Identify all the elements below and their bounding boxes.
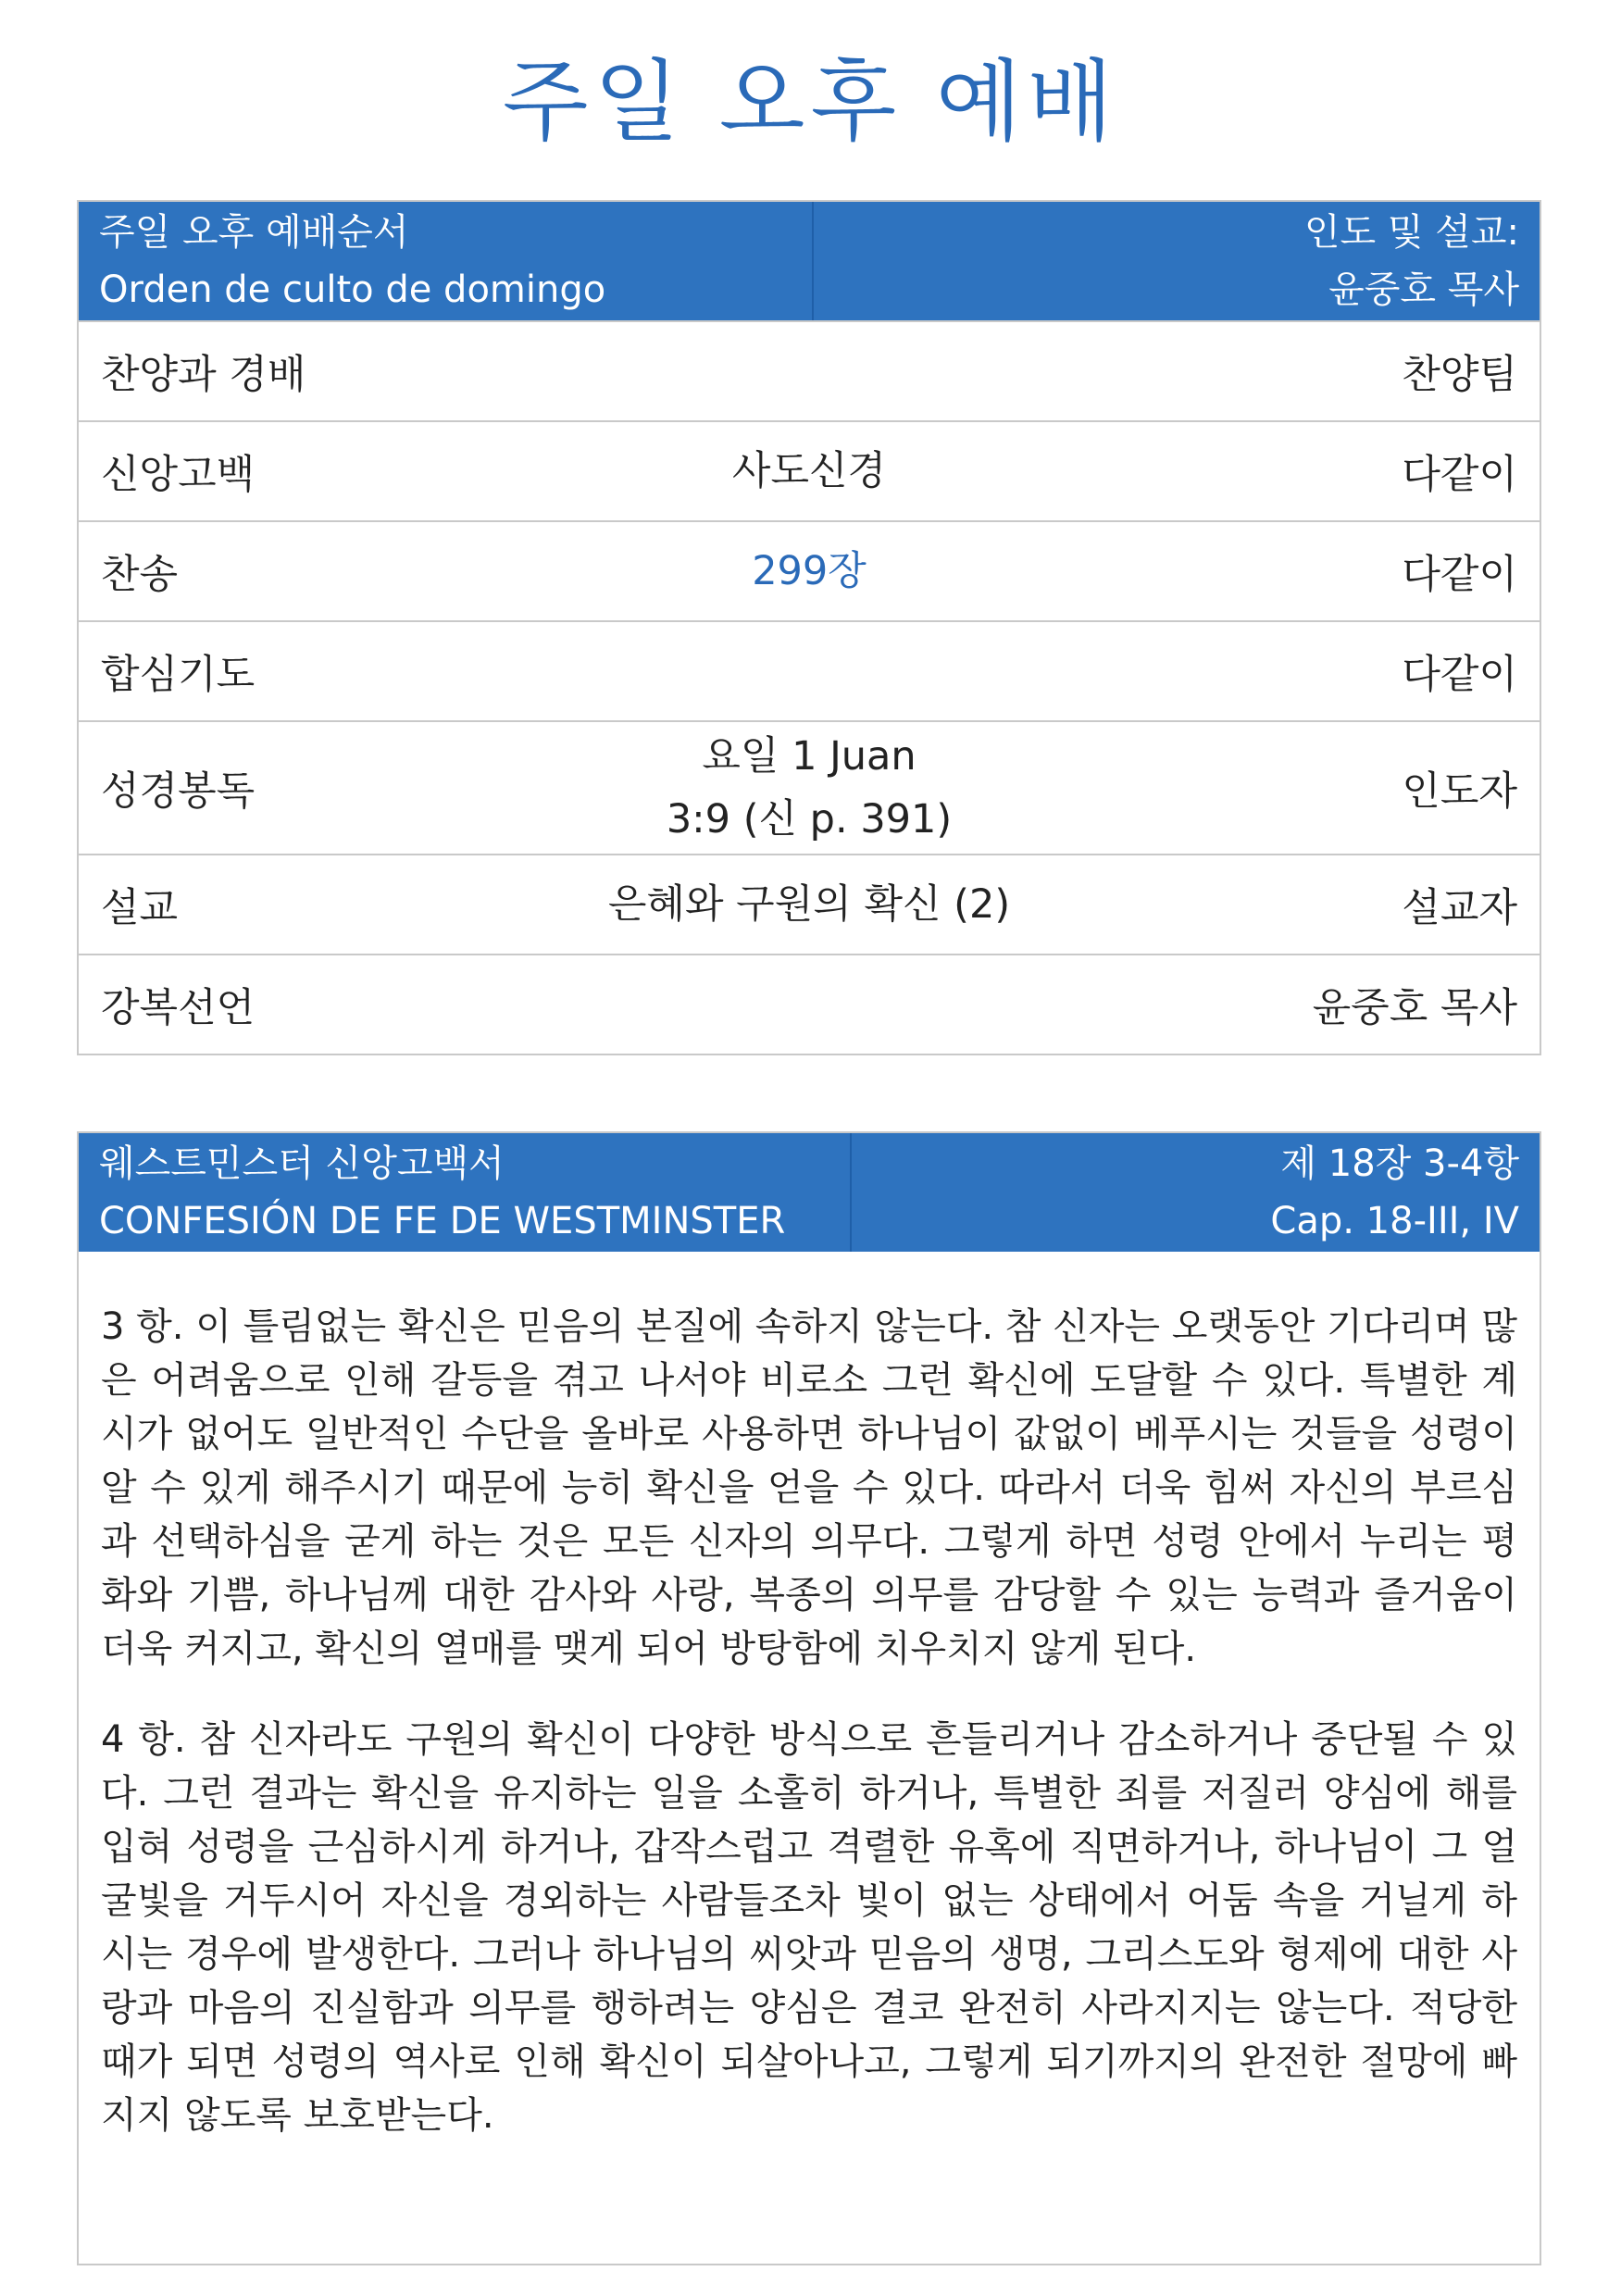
order-header-title-es: Orden de culto de domingo — [99, 268, 606, 311]
order-row — [79, 420, 1540, 520]
sermon-title: 은혜와 구원의 확신 (2) — [607, 881, 1011, 928]
order-item: 합심기도 — [101, 651, 256, 698]
order-header-leader-label: 인도 및 설교: — [1303, 211, 1519, 254]
confession-box — [77, 1131, 1541, 2265]
confession-title-ko: 웨스트민스터 신앙고백서 — [99, 1142, 505, 1185]
order-row — [79, 954, 1540, 1054]
order-row — [79, 854, 1540, 954]
order-header-leader-name: 윤중호 목사 — [1328, 268, 1519, 311]
scripture-verse: 3:9 (신 p. 391) — [666, 796, 953, 842]
order-item: 강복선언 — [101, 984, 256, 1031]
order-header — [79, 202, 1540, 320]
order-item: 찬송 — [101, 551, 179, 598]
confession-title-es: CONFESIÓN DE FE DE WESTMINSTER — [99, 1200, 786, 1242]
hymn-number: 299장 — [752, 548, 867, 594]
scripture-reference — [601, 725, 1017, 851]
order-by: 윤중호 목사 — [1312, 984, 1517, 1031]
order-by: 찬양팀 — [1402, 351, 1517, 398]
confession-header — [79, 1133, 1540, 1252]
order-by: 인도자 — [1402, 767, 1517, 815]
order-item: 성경봉독 — [101, 767, 256, 815]
order-row — [79, 720, 1540, 854]
order-header-title-ko: 주일 오후 예배순서 — [99, 211, 409, 254]
order-item: 찬양과 경배 — [101, 351, 306, 398]
page-title: 주일 오후 예배 — [502, 50, 1119, 154]
scripture-book: 요일 1 Juan — [702, 733, 916, 780]
order-by: 다같이 — [1402, 651, 1517, 698]
order-header-left — [79, 202, 814, 320]
confession-paragraph: 3 항. 이 틀림없는 확신은 믿음의 본질에 속하지 않는다. 참 신자는 오랫동안 기다리며 많은 어려움으로 인해 갈등을 겪고 나서야 비로소 그런 확신에 도달할 수 있다. 특별한 계시가 없어도 일반적인 수단을 올바로 사용하면 하나님이 값없이 베푸시는 것들을 성령이 알 수 있게 해주시기 때문에 능히 확신을 얻을 수 있다. 따라서 더욱 힘써 자신의 부르심과 선택하심을 굳게 하는 것은 모든 신자의 의무다. 그렇게 하면 성령 안에서 누리는 평화와 기쁨, 하나님께 대한 감사와 사랑, 복종의 의무를 감당할 수 있는 능력과 즐거움이 더욱 커지고, 확신의 열매를 맺게 되어 방탕함에 치우치지 않게 된다. — [101, 1305, 1517, 1670]
worship-order-table — [77, 200, 1541, 1055]
confession-body — [79, 1252, 1540, 2142]
order-row — [79, 520, 1540, 620]
order-content: 사도신경 — [731, 448, 887, 494]
order-row — [79, 620, 1540, 720]
confession-chapter-ko: 제 18장 3-4항 — [1280, 1142, 1519, 1185]
order-header-right — [814, 202, 1540, 320]
confession-paragraph: 4 항. 참 신자라도 구원의 확신이 다양한 방식으로 흔들리거나 감소하거나 중단될 수 있다. 그런 결과는 확신을 유지하는 일을 소홀히 하거나, 특별한 죄를 저질러 양심에 해를 입혀 성령을 근심하시게 하거나, 갑작스럽고 격렬한 유혹에 직면하거나, 하나님이 그 얼굴빛을 거두시어 자신을 경외하는 사람들조차 빛이 없는 상태에서 어둠 속을 거닐게 하시는 경우에 발생한다. 그러나 하나님의 씨앗과 믿음의 생명, 그리스도와 형제에 대한 사랑과 마음의 진실함과 의무를 행하려는 양심은 결코 완전히 사라지지는 않는다. 적당한 때가 되면 성령의 역사로 인해 확신이 되살아나고, 그렇게 되기까지의 완전한 절망에 빠지지 않도록 보호받는다. — [101, 1718, 1517, 2137]
order-item: 신앙고백 — [101, 451, 256, 498]
confession-header-right — [852, 1133, 1540, 1252]
order-by: 다같이 — [1402, 451, 1517, 498]
confession-chapter-es: Cap. 18-III, IV — [1270, 1200, 1519, 1242]
order-item: 설교 — [101, 884, 179, 931]
confession-header-left — [79, 1133, 852, 1252]
order-by: 다같이 — [1402, 551, 1517, 598]
order-by: 설교자 — [1402, 884, 1517, 931]
order-row — [79, 320, 1540, 420]
